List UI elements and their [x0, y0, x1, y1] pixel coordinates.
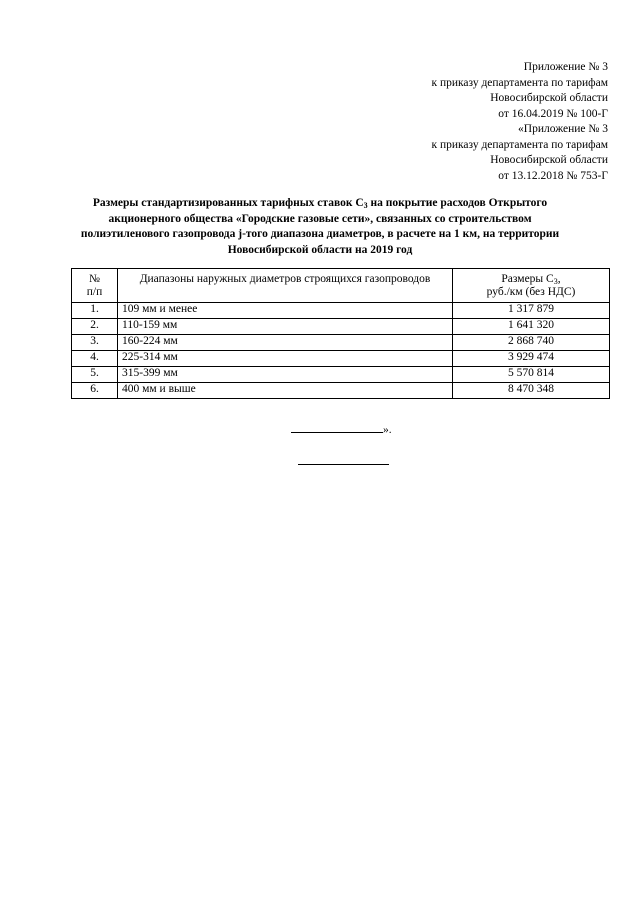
row-number: 3. [72, 335, 118, 351]
table-row [72, 303, 610, 319]
appendix-line: от 16.04.2019 № 100-Г [498, 107, 608, 120]
header-number: № п/п [72, 269, 118, 303]
row-number: 6. [72, 383, 118, 399]
row-number: 4. [72, 351, 118, 367]
header-diameter-range: Диапазоны наружных диаметров строящихся газопроводов [118, 269, 453, 303]
title-part1: Размеры стандартизированных тарифных ставок С [92, 197, 364, 209]
row-rate-size: 3 929 474 [453, 351, 610, 367]
row-diameter-range: 160-224 мм [118, 335, 453, 351]
end-separator-line [298, 464, 389, 465]
table-row [72, 335, 610, 351]
row-rate-size: 2 868 740 [453, 335, 610, 351]
row-diameter-range: 400 мм и выше [118, 383, 453, 399]
row-rate-size: 1 317 879 [453, 303, 610, 319]
document-title [78, 196, 562, 258]
rates-table [71, 268, 610, 399]
title-subscript: 3 [363, 201, 368, 210]
row-rate-size: 8 470 348 [453, 383, 610, 399]
closing-mark [291, 421, 392, 438]
row-number: 2. [72, 319, 118, 335]
table-row [72, 367, 610, 383]
row-diameter-range: 225-314 мм [118, 351, 453, 367]
appendix-line: «Приложение № 3 [518, 123, 608, 135]
row-rate-size: 1 641 320 [453, 319, 610, 335]
table-row [72, 319, 610, 335]
table-header-row [72, 269, 610, 303]
appendix-line: от 13.12.2018 № 753-Г [498, 169, 608, 182]
row-number: 1. [72, 303, 118, 319]
appendix-line: к приказу департамента по тарифам [431, 138, 608, 151]
header-rate-size: Размеры $С_3$, руб./км (без НДС) [453, 269, 610, 303]
row-diameter-range: 315-399 мм [118, 367, 453, 383]
row-number: 5. [72, 367, 118, 383]
row-rate-size: 5 570 814 [453, 367, 610, 383]
table-row [72, 351, 610, 367]
appendix-line: Приложение № 3 [523, 61, 608, 73]
title-part2: на покрытие расходов Открытого акционерного общества «Городские газовые сети», связанных со строительством полиэтиленового газопровода j-того диапазона диаметров, в расчете на 1 км, на территории Новосибирской области на 2019 год [80, 197, 560, 256]
appendix-line: Новосибирской области [490, 154, 608, 166]
closing-quote: ». [383, 424, 392, 436]
appendix-line: к приказу департамента по тарифам [431, 76, 608, 89]
row-diameter-range: 110-159 мм [118, 319, 453, 335]
blank-line [291, 421, 383, 433]
table-row [72, 383, 610, 399]
appendix-header [308, 60, 608, 184]
row-diameter-range: 109 мм и менее [118, 303, 453, 319]
appendix-line: Новосибирской области [490, 92, 608, 104]
